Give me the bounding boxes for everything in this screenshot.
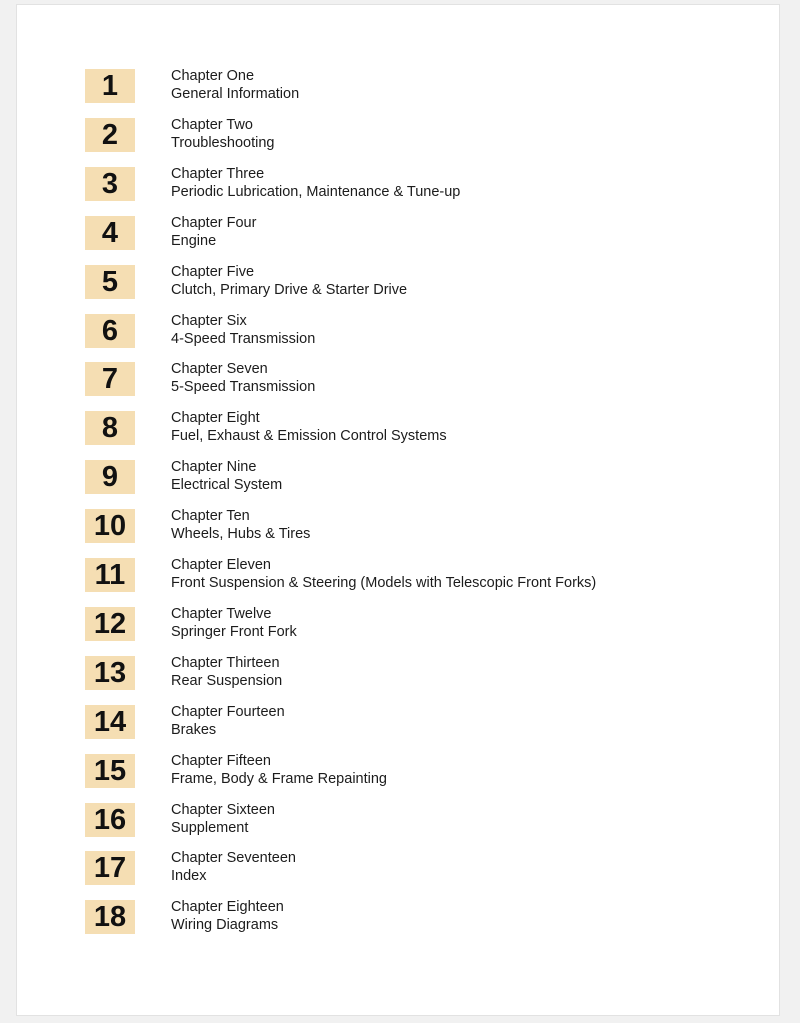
toc-entry[interactable] — [17, 899, 779, 939]
toc-entry[interactable] — [17, 361, 779, 401]
chapter-title-link[interactable]: Clutch, Primary Drive & Starter Drive — [171, 281, 408, 298]
toc-entry[interactable] — [17, 704, 779, 744]
chapter-title-link[interactable]: Supplement — [171, 819, 249, 836]
chapter-label: Chapter Nine — [171, 459, 257, 476]
chapter-number-badge: 8 — [85, 411, 135, 445]
chapter-title-link[interactable]: Fuel, Exhaust & Emission Control Systems — [171, 428, 447, 445]
chapter-label: Chapter Five — [171, 263, 255, 280]
chapter-label: Chapter Three — [171, 165, 265, 182]
chapter-number-badge: 13 — [85, 656, 135, 690]
chapter-title-link[interactable]: General Information — [171, 86, 300, 102]
toc-entry[interactable] — [17, 655, 779, 695]
chapter-label: Chapter Fifteen — [171, 752, 271, 769]
toc-entry[interactable] — [17, 459, 779, 499]
chapter-title-link[interactable]: Electrical System — [171, 477, 283, 494]
chapter-title-link[interactable]: Rear Suspension — [171, 672, 283, 689]
chapter-title-link[interactable]: Springer Front Fork — [171, 623, 297, 640]
toc-entry[interactable] — [17, 410, 779, 450]
chapter-title-link[interactable]: Wiring Diagrams — [171, 917, 279, 934]
chapter-number-badge: 5 — [85, 265, 135, 299]
chapter-label: Chapter Ten — [171, 508, 250, 525]
chapter-label: Chapter Thirteen — [171, 654, 280, 671]
chapter-number-badge: 18 — [85, 900, 135, 934]
chapter-title-link[interactable]: Troubleshooting — [171, 134, 275, 151]
toc-entry[interactable] — [17, 802, 779, 842]
chapter-title-link[interactable]: Front Suspension & Steering (Models with Telescopic Front Forks) — [171, 575, 597, 591]
chapter-label: Chapter Eleven — [171, 557, 271, 573]
chapter-number-badge: 12 — [85, 607, 135, 641]
chapter-title-link[interactable]: 5-Speed Transmission — [171, 379, 316, 396]
chapter-label: Chapter Fourteen — [171, 703, 285, 720]
chapter-title-link[interactable]: Engine — [171, 232, 217, 249]
toc-entry[interactable] — [17, 508, 779, 548]
chapter-title-link[interactable]: Brakes — [171, 721, 217, 738]
toc-entry[interactable] — [17, 215, 779, 255]
chapter-label: Chapter Eighteen — [171, 899, 284, 916]
chapter-title-link[interactable]: Wheels, Hubs & Tires — [171, 526, 311, 543]
table-of-contents — [17, 5, 779, 1015]
chapter-label: Chapter Twelve — [171, 605, 272, 622]
toc-entry[interactable] — [17, 264, 779, 304]
chapter-number-badge: 2 — [85, 118, 135, 152]
toc-entry[interactable] — [17, 606, 779, 646]
chapter-number-badge: 1 — [85, 69, 135, 103]
chapter-title-link[interactable]: 4-Speed Transmission — [171, 330, 316, 347]
chapter-number-badge: 17 — [85, 851, 135, 885]
toc-entry[interactable] — [17, 557, 779, 597]
toc-entry[interactable] — [17, 117, 779, 157]
chapter-label: Chapter Two — [171, 116, 253, 133]
chapter-label: Chapter Seventeen — [171, 850, 296, 867]
toc-entry[interactable] — [17, 850, 779, 890]
chapter-label: Chapter Sixteen — [171, 801, 275, 818]
chapter-number-badge: 6 — [85, 314, 135, 348]
toc-entry[interactable] — [17, 166, 779, 206]
toc-entry[interactable] — [17, 313, 779, 353]
chapter-title-link[interactable]: Index — [171, 868, 207, 885]
chapter-number-badge: 3 — [85, 167, 135, 201]
document-page — [16, 4, 780, 1016]
chapter-title-link[interactable]: Periodic Lubrication, Maintenance & Tune-up — [171, 183, 461, 200]
chapter-label: Chapter Six — [171, 312, 247, 329]
chapter-number-badge: 10 — [85, 509, 135, 543]
chapter-number-badge: 7 — [85, 362, 135, 396]
chapter-number-badge: 16 — [85, 803, 135, 837]
chapter-number-badge: 9 — [85, 460, 135, 494]
chapter-number-badge: 4 — [85, 216, 135, 250]
chapter-label: Chapter Eight — [171, 410, 260, 427]
toc-entry[interactable] — [17, 68, 779, 108]
chapter-label: Chapter One — [171, 68, 255, 84]
chapter-number-badge: 15 — [85, 754, 135, 788]
chapter-label: Chapter Four — [171, 214, 257, 231]
toc-entry[interactable] — [17, 753, 779, 793]
chapter-number-badge: 14 — [85, 705, 135, 739]
chapter-title-link[interactable]: Frame, Body & Frame Repainting — [171, 770, 387, 787]
chapter-label: Chapter Seven — [171, 361, 268, 378]
chapter-number-badge: 11 — [85, 558, 135, 592]
